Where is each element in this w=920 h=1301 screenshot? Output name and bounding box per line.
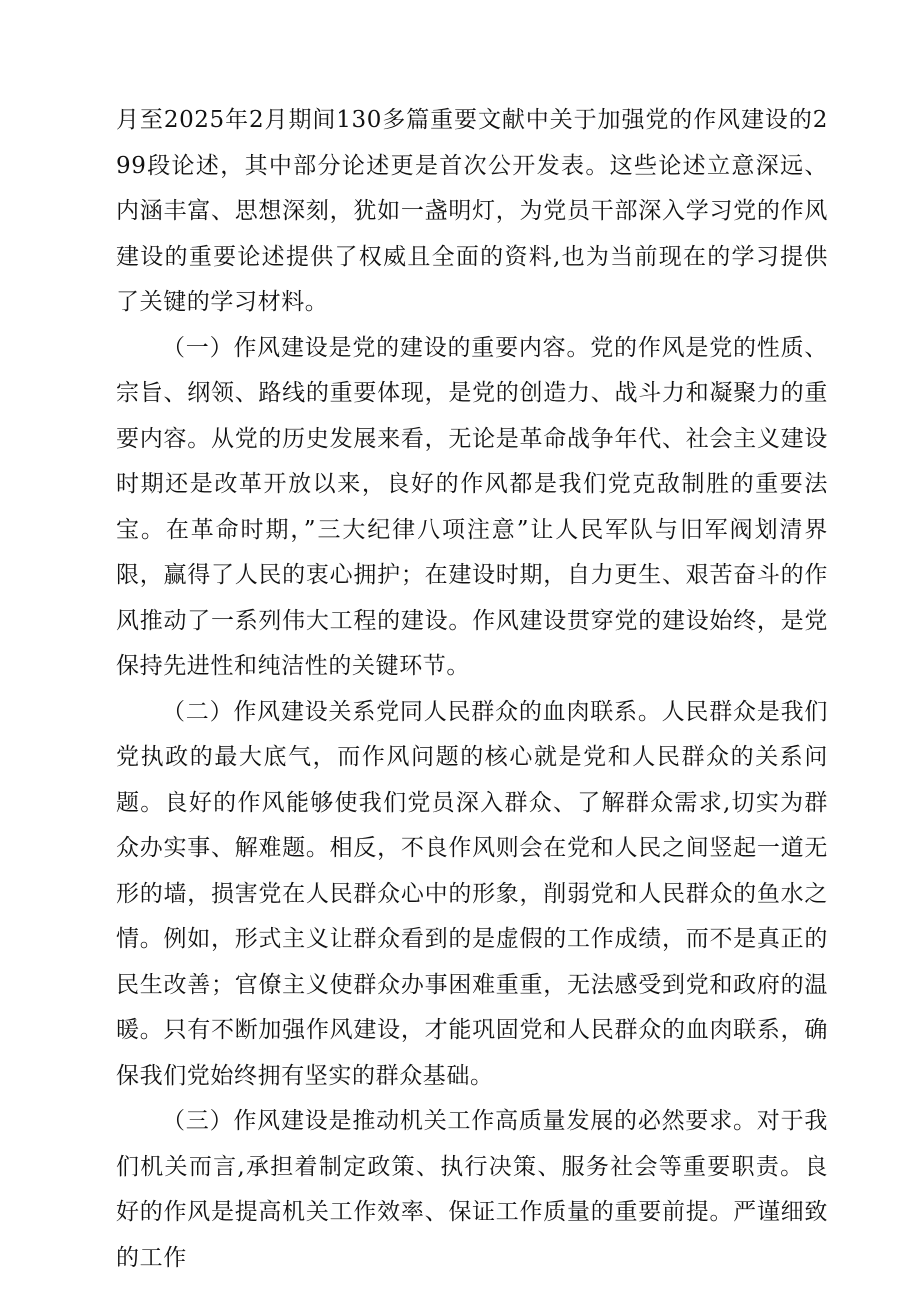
paragraph-continuation: 月至2025年2月期间130多篇重要文献中关于加强党的作风建设的299段论述，其中部分论述更是首次公开发表。这些论述立意深远、内涵丰富、思想深刻，犹如一盏明灯，为党员干部深入学习党的作风建设的重要论述提供了权威且全面的资料,也为当前现在的学习提供了关键的学习材料。 [116,107,828,315]
paragraph-section-two: （二）作风建设关系党同人民群众的血肉联系。人民群众是我们党执政的最大底气，而作风问题的核心就是党和人民群众的关系问题。良好的作风能够使我们党员深入群众、了解群众需求,切实为群众办实事、解难题。相反，不良作风则会在党和人民之间竖起一道无形的墙，损害党在人民群众心中的形象，削弱党和人民群众的鱼水之情。例如，形式主义让群众看到的是虚假的工作成绩，而不是真正的民生改善；官僚主义使群众办事困难重重，无法感受到党和政府的温暖。只有不断加强作风建设，才能巩固党和人民群众的血肉联系，确保我们党始终拥有坚实的群众基础。 [116,698,828,1089]
paragraph-section-one: （一）作风建设是党的建设的重要内容。党的作风是党的性质、宗旨、纲领、路线的重要体现，是党的创造力、战斗力和凝聚力的重要内容。从党的历史发展来看，无论是革命战争年代、社会主义建设时期还是改革开放以来，良好的作风都是我们党克敌制胜的重要法宝。在革命时期，”三大纪律八项注意”让人民军队与旧军阀划清界限，赢得了人民的衷心拥护；在建设时期，自力更生、艰苦奋斗的作风推动了一系列伟大工程的建设。作风建设贯穿党的建设始终，是党保持先进性和纯洁性的关键环节。 [116,334,828,679]
document-body [116,98,828,1281]
paragraph-section-three: （三）作风建设是推动机关工作高质量发展的必然要求。对于我们机关而言,承担着制定政策、执行决策、服务社会等重要职责。良好的作风是提高机关工作效率、保证工作质量的重要前提。严谨细致的工作 [116,1108,828,1271]
